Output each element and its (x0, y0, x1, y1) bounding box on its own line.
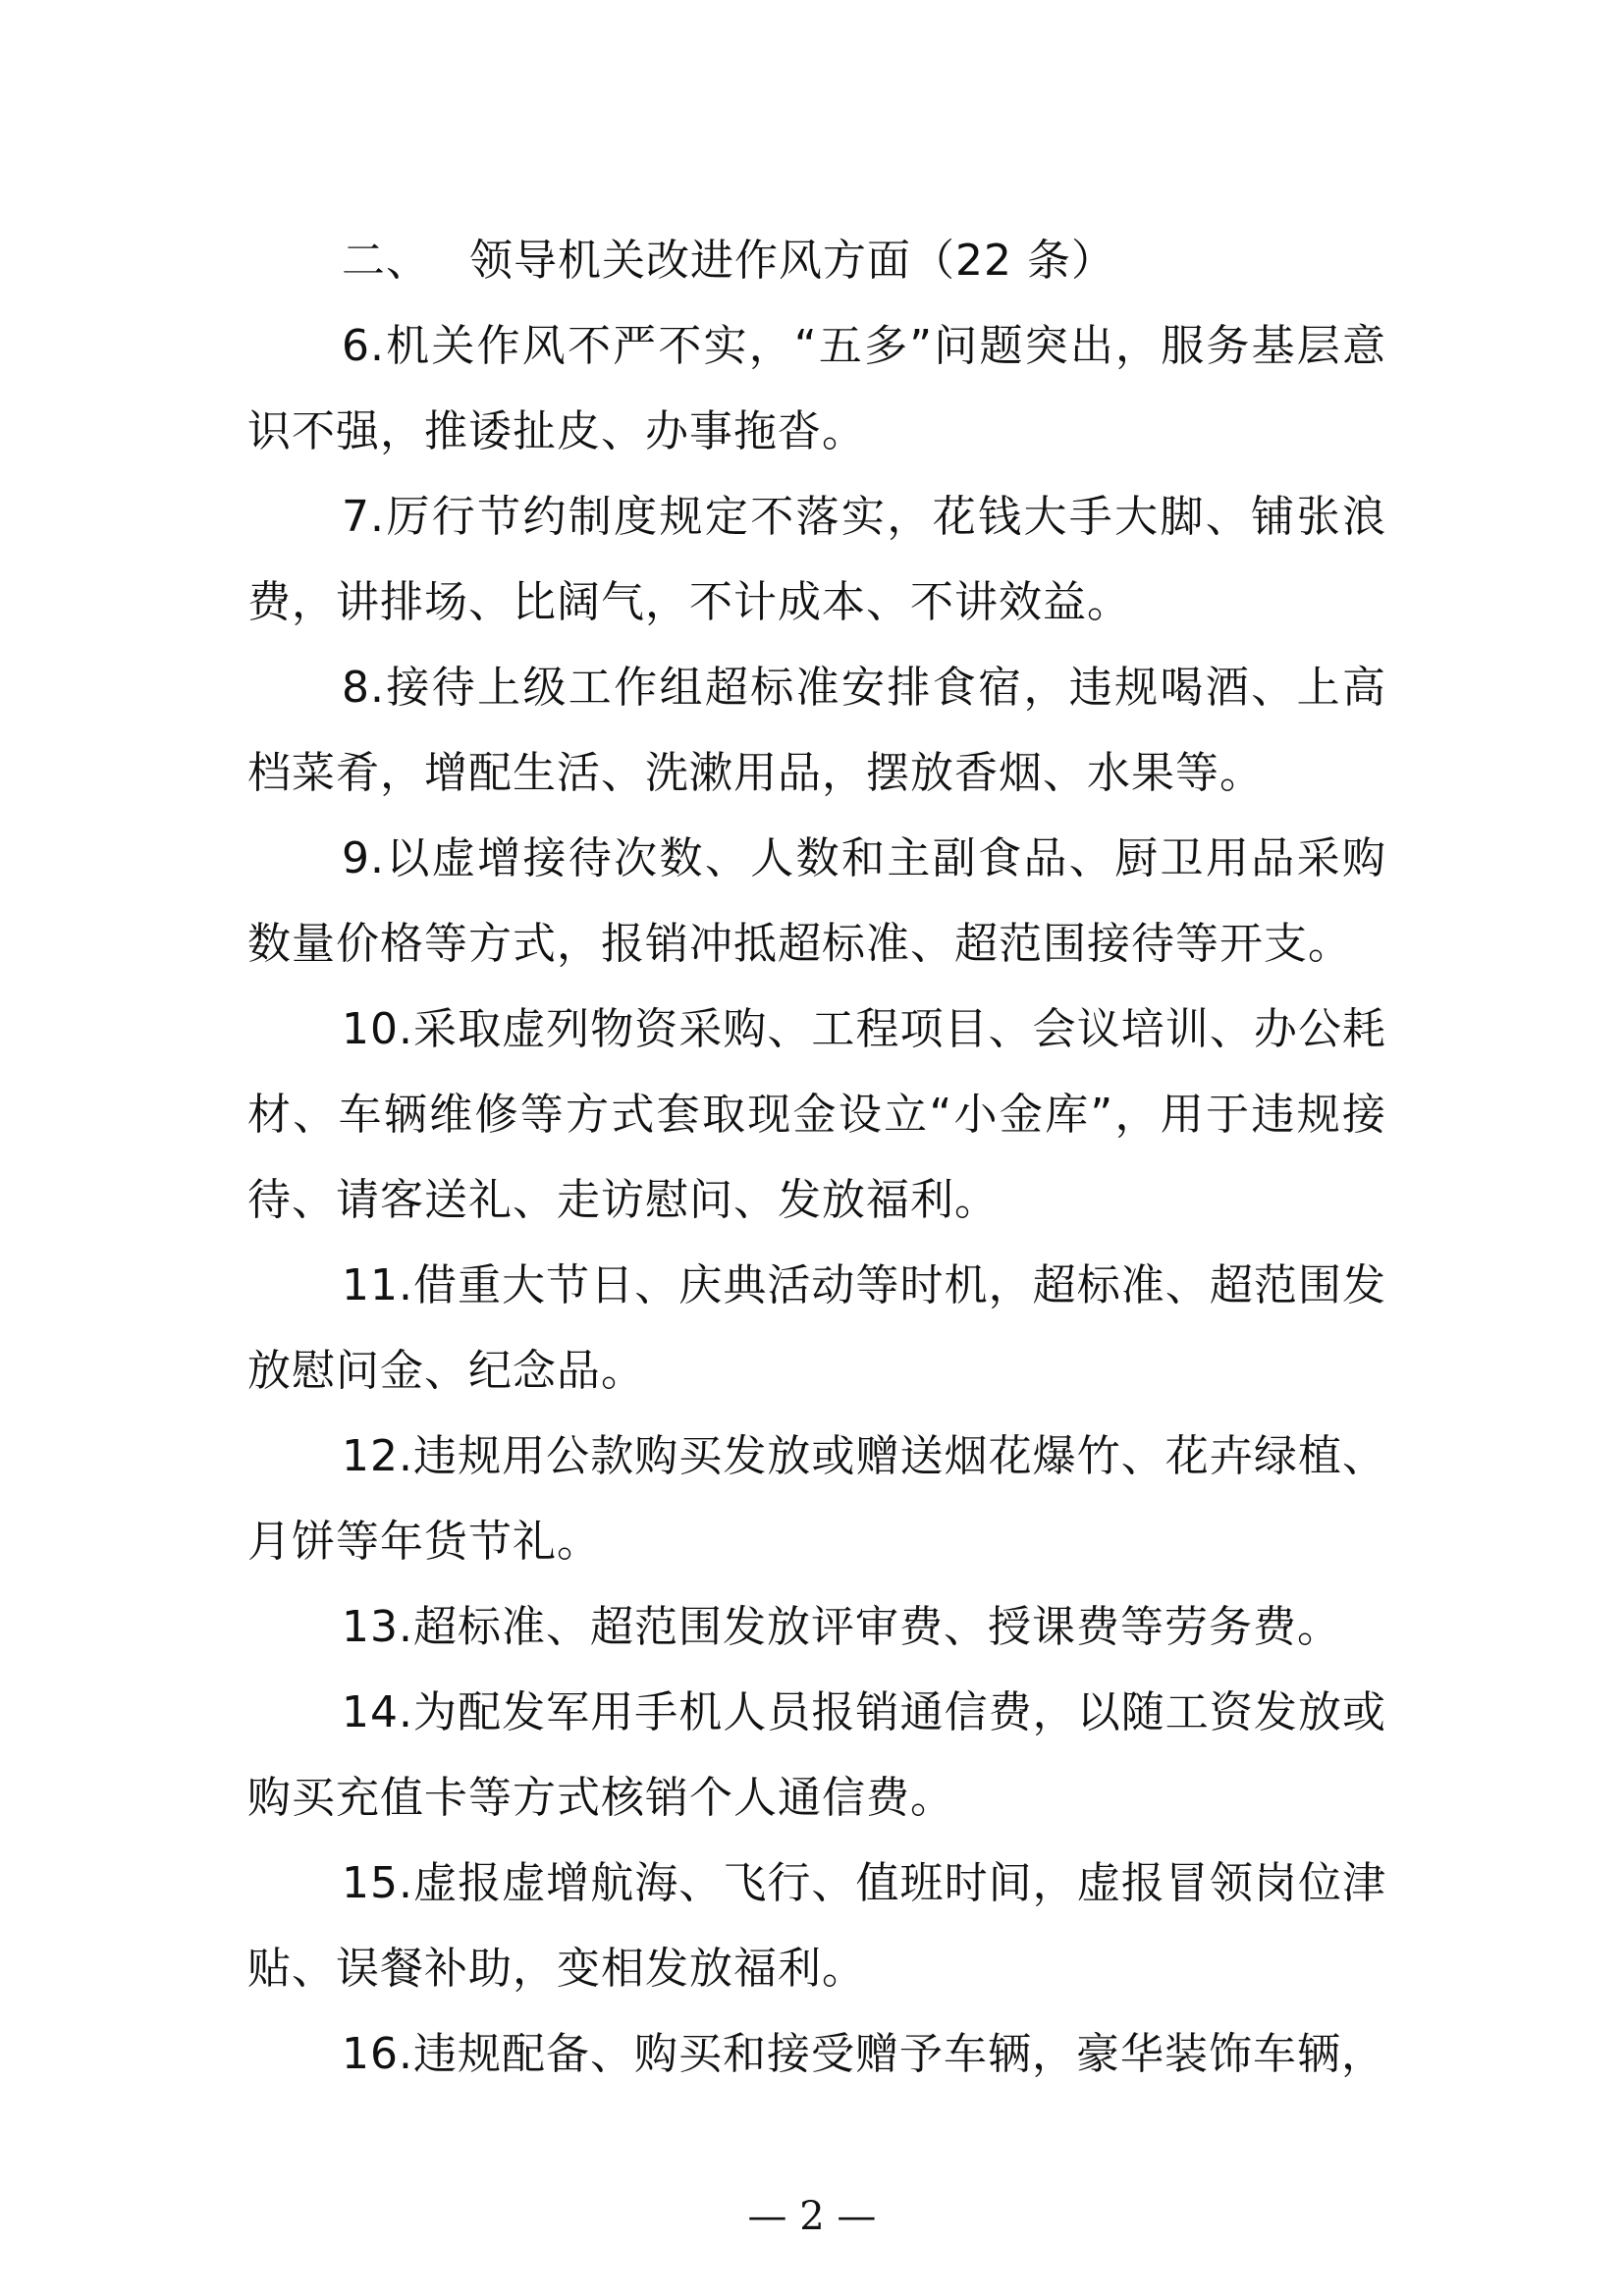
section-number: 二、 (342, 236, 430, 286)
item-8: 8.接待上级工作组超标准安排食宿，违规喝酒、上高档菜肴，增配生活、洗漱用品，摆放香烟、水果等。 (247, 663, 1386, 798)
page-number: — 2 — (747, 2194, 877, 2239)
item-12: 12.违规用公款购买发放或赠送烟花爆竹、花卉绿植、月饼等年货节礼。 (247, 1431, 1386, 1567)
section-title: 领导机关改进作风方面（22 条） (469, 236, 1115, 286)
item-15: 15.虚报虚增航海、飞行、值班时间，虚报冒领岗位津贴、误餐补助，变相发放福利。 (247, 1858, 1386, 1994)
item-14: 14.为配发军用手机人员报销通信费，以随工资发放或购买充值卡等方式核销个人通信费。 (247, 1687, 1386, 1823)
item-11: 11.借重大节日、庆典活动等时机，超标准、超范围发放慰问金、纪念品。 (247, 1260, 1386, 1396)
section-heading (247, 218, 1386, 303)
item-7: 7.厉行节约制度规定不落实，花钱大手大脚、铺张浪费，讲排场、比阔气，不计成本、不讲效益。 (247, 492, 1386, 627)
item-16: 16.违规配备、购买和接受赠予车辆，豪华装饰车辆， (342, 2029, 1385, 2079)
item-13: 13.超标准、超范围发放评审费、授课费等劳务费。 (342, 1602, 1341, 1652)
item-9: 9.以虚增接待次数、人数和主副食品、厨卫用品采购数量价格等方式，报销冲抵超标准、超范围接待等开支。 (247, 833, 1386, 969)
document-body (247, 218, 1386, 2097)
item-6: 6.机关作风不严不实，“五多”问题突出，服务基层意识不强，推诿扯皮、办事拖沓。 (247, 321, 1386, 456)
item-10: 10.采取虚列物资采购、工程项目、会议培训、办公耗材、车辆维修等方式套取现金设立“小金库”，用于违规接待、请客送礼、走访慰问、发放福利。 (247, 1004, 1386, 1225)
